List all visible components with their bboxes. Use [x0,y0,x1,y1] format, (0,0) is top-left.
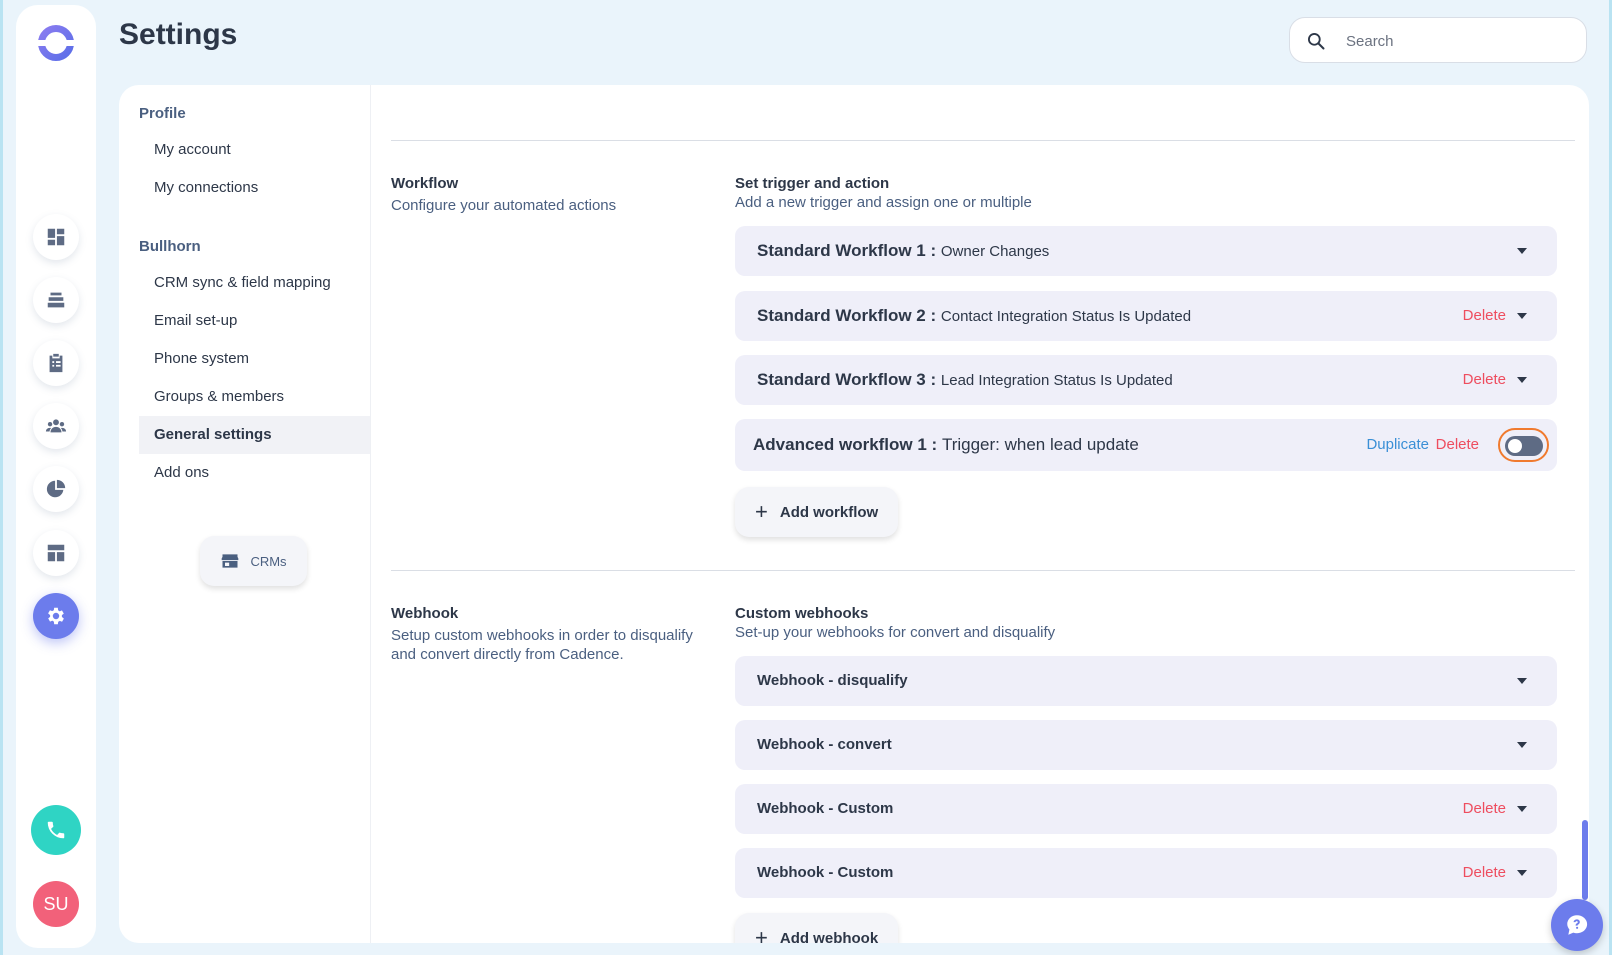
chevron-down-icon[interactable] [1517,248,1527,254]
webhook-column-title: Custom webhooks [735,605,869,622]
workflow-section-title: Workflow [391,175,459,192]
search-input[interactable] [1344,29,1568,53]
workflow-name: Standard Workflow 3 : [757,370,937,389]
delete-workflow-button[interactable]: Delete [1462,307,1506,324]
workflow-detail: Trigger: when lead update [941,435,1139,454]
settings-card [119,85,1589,943]
help-chat-button[interactable] [1551,899,1603,951]
workflow-name: Advanced workflow 1 : [753,435,938,454]
nav-group-bullhorn: Bullhorn [139,238,201,255]
people-icon [45,415,67,437]
add-workflow-label: Add workflow [779,503,879,521]
delete-workflow-button[interactable]: Delete [1462,371,1506,388]
workflow-row-label [757,226,1049,277]
layout-icon [45,542,67,564]
webhook-row[interactable] [735,720,1557,770]
workflow-column-title: Set trigger and action [735,175,890,192]
chevron-down-icon[interactable] [1517,870,1527,876]
add-webhook-label: Add webhook [779,929,879,943]
plus-icon: + [755,925,768,943]
nav-item-groups-members[interactable]: Groups & members [154,388,285,405]
gear-icon [45,605,67,627]
crms-label: CRMs [250,553,287,569]
dashboard-icon [45,226,67,248]
scrollbar-thumb[interactable] [1582,820,1588,900]
nav-item-email-setup[interactable]: Email set-up [154,312,238,329]
call-button[interactable] [31,805,81,855]
nav-item-general-settings[interactable]: General settings [139,416,370,454]
add-webhook-button[interactable] [735,913,898,943]
workflow-row[interactable] [735,355,1557,405]
dashboard-nav-button[interactable] [33,214,79,260]
reports-nav-button[interactable] [33,466,79,512]
workflow-row-label [753,419,1139,471]
webhook-section-title: Webhook [391,605,459,622]
workflow-section-desc: Configure your automated actions [391,197,617,214]
people-nav-button[interactable] [33,403,79,449]
divider [391,140,1575,141]
chevron-down-icon[interactable] [1517,742,1527,748]
workflow-toggle-focus-ring [1498,428,1549,462]
workflow-row[interactable] [735,226,1557,276]
webhook-row[interactable] [735,656,1557,706]
nav-group-profile: Profile [139,105,186,122]
chevron-down-icon[interactable] [1517,377,1527,383]
chevron-down-icon[interactable] [1517,806,1527,812]
plus-icon: + [755,499,768,524]
phone-icon [45,819,67,841]
page-title: Settings [119,18,238,51]
workflow-name: Standard Workflow 1 : [757,241,937,260]
delete-workflow-button[interactable]: Delete [1435,436,1479,453]
webhook-name: Webhook - disqualify [757,672,908,689]
workflow-detail: Contact Integration Status Is Updated [940,308,1192,325]
workflow-column-desc: Add a new trigger and assign one or multiple [735,194,1032,211]
settings-content [371,85,1589,943]
chevron-down-icon[interactable] [1517,313,1527,319]
nav-item-my-connections[interactable]: My connections [154,179,259,196]
tasks-nav-button[interactable] [33,340,79,386]
workflow-name: Standard Workflow 2 : [757,306,937,325]
webhook-section-desc: Setup custom webhooks in order to disqualify and convert directly from Cadence. [391,627,693,663]
cadences-nav-button[interactable] [33,277,79,323]
nav-item-phone-system[interactable]: Phone system [154,350,250,367]
workflow-detail: Owner Changes [940,243,1050,260]
main-sidebar [16,5,96,948]
duplicate-workflow-button[interactable]: Duplicate [1366,436,1429,453]
workflow-row-label [757,291,1191,342]
webhook-name: Webhook - Custom [757,800,894,817]
pie-chart-icon [45,478,67,500]
nav-item-crm-sync[interactable]: CRM sync & field mapping [154,274,331,291]
webhook-row[interactable] [735,848,1557,898]
toggle-knob [1508,439,1522,453]
store-icon [220,551,240,571]
search-icon [1306,31,1326,51]
user-avatar[interactable]: SU [33,881,79,927]
delete-webhook-button[interactable]: Delete [1462,800,1506,817]
advanced-workflow-row[interactable] [735,419,1557,471]
nav-item-add-ons[interactable]: Add ons [154,464,210,481]
search-box[interactable] [1289,17,1587,63]
clipboard-icon [45,352,67,374]
workflow-row-label [757,355,1173,406]
templates-nav-button[interactable] [33,530,79,576]
nav-item-my-account[interactable]: My account [154,141,231,158]
divider [391,570,1575,571]
settings-nav-button[interactable] [33,593,79,639]
app-logo [36,23,76,63]
webhook-column-desc: Set-up your webhooks for convert and disqualify [735,624,1056,641]
workflow-enable-toggle[interactable] [1505,436,1543,456]
workflow-row[interactable] [735,291,1557,341]
chevron-down-icon[interactable] [1517,678,1527,684]
webhook-name: Webhook - convert [757,736,892,753]
add-workflow-button[interactable] [735,487,898,537]
stack-icon [45,289,67,311]
webhook-row[interactable] [735,784,1557,834]
crms-button[interactable] [200,536,307,586]
settings-subnav [119,85,371,943]
help-chat-icon [1564,912,1590,938]
webhook-name: Webhook - Custom [757,864,894,881]
workflow-detail: Lead Integration Status Is Updated [940,372,1173,389]
delete-webhook-button[interactable]: Delete [1462,864,1506,881]
